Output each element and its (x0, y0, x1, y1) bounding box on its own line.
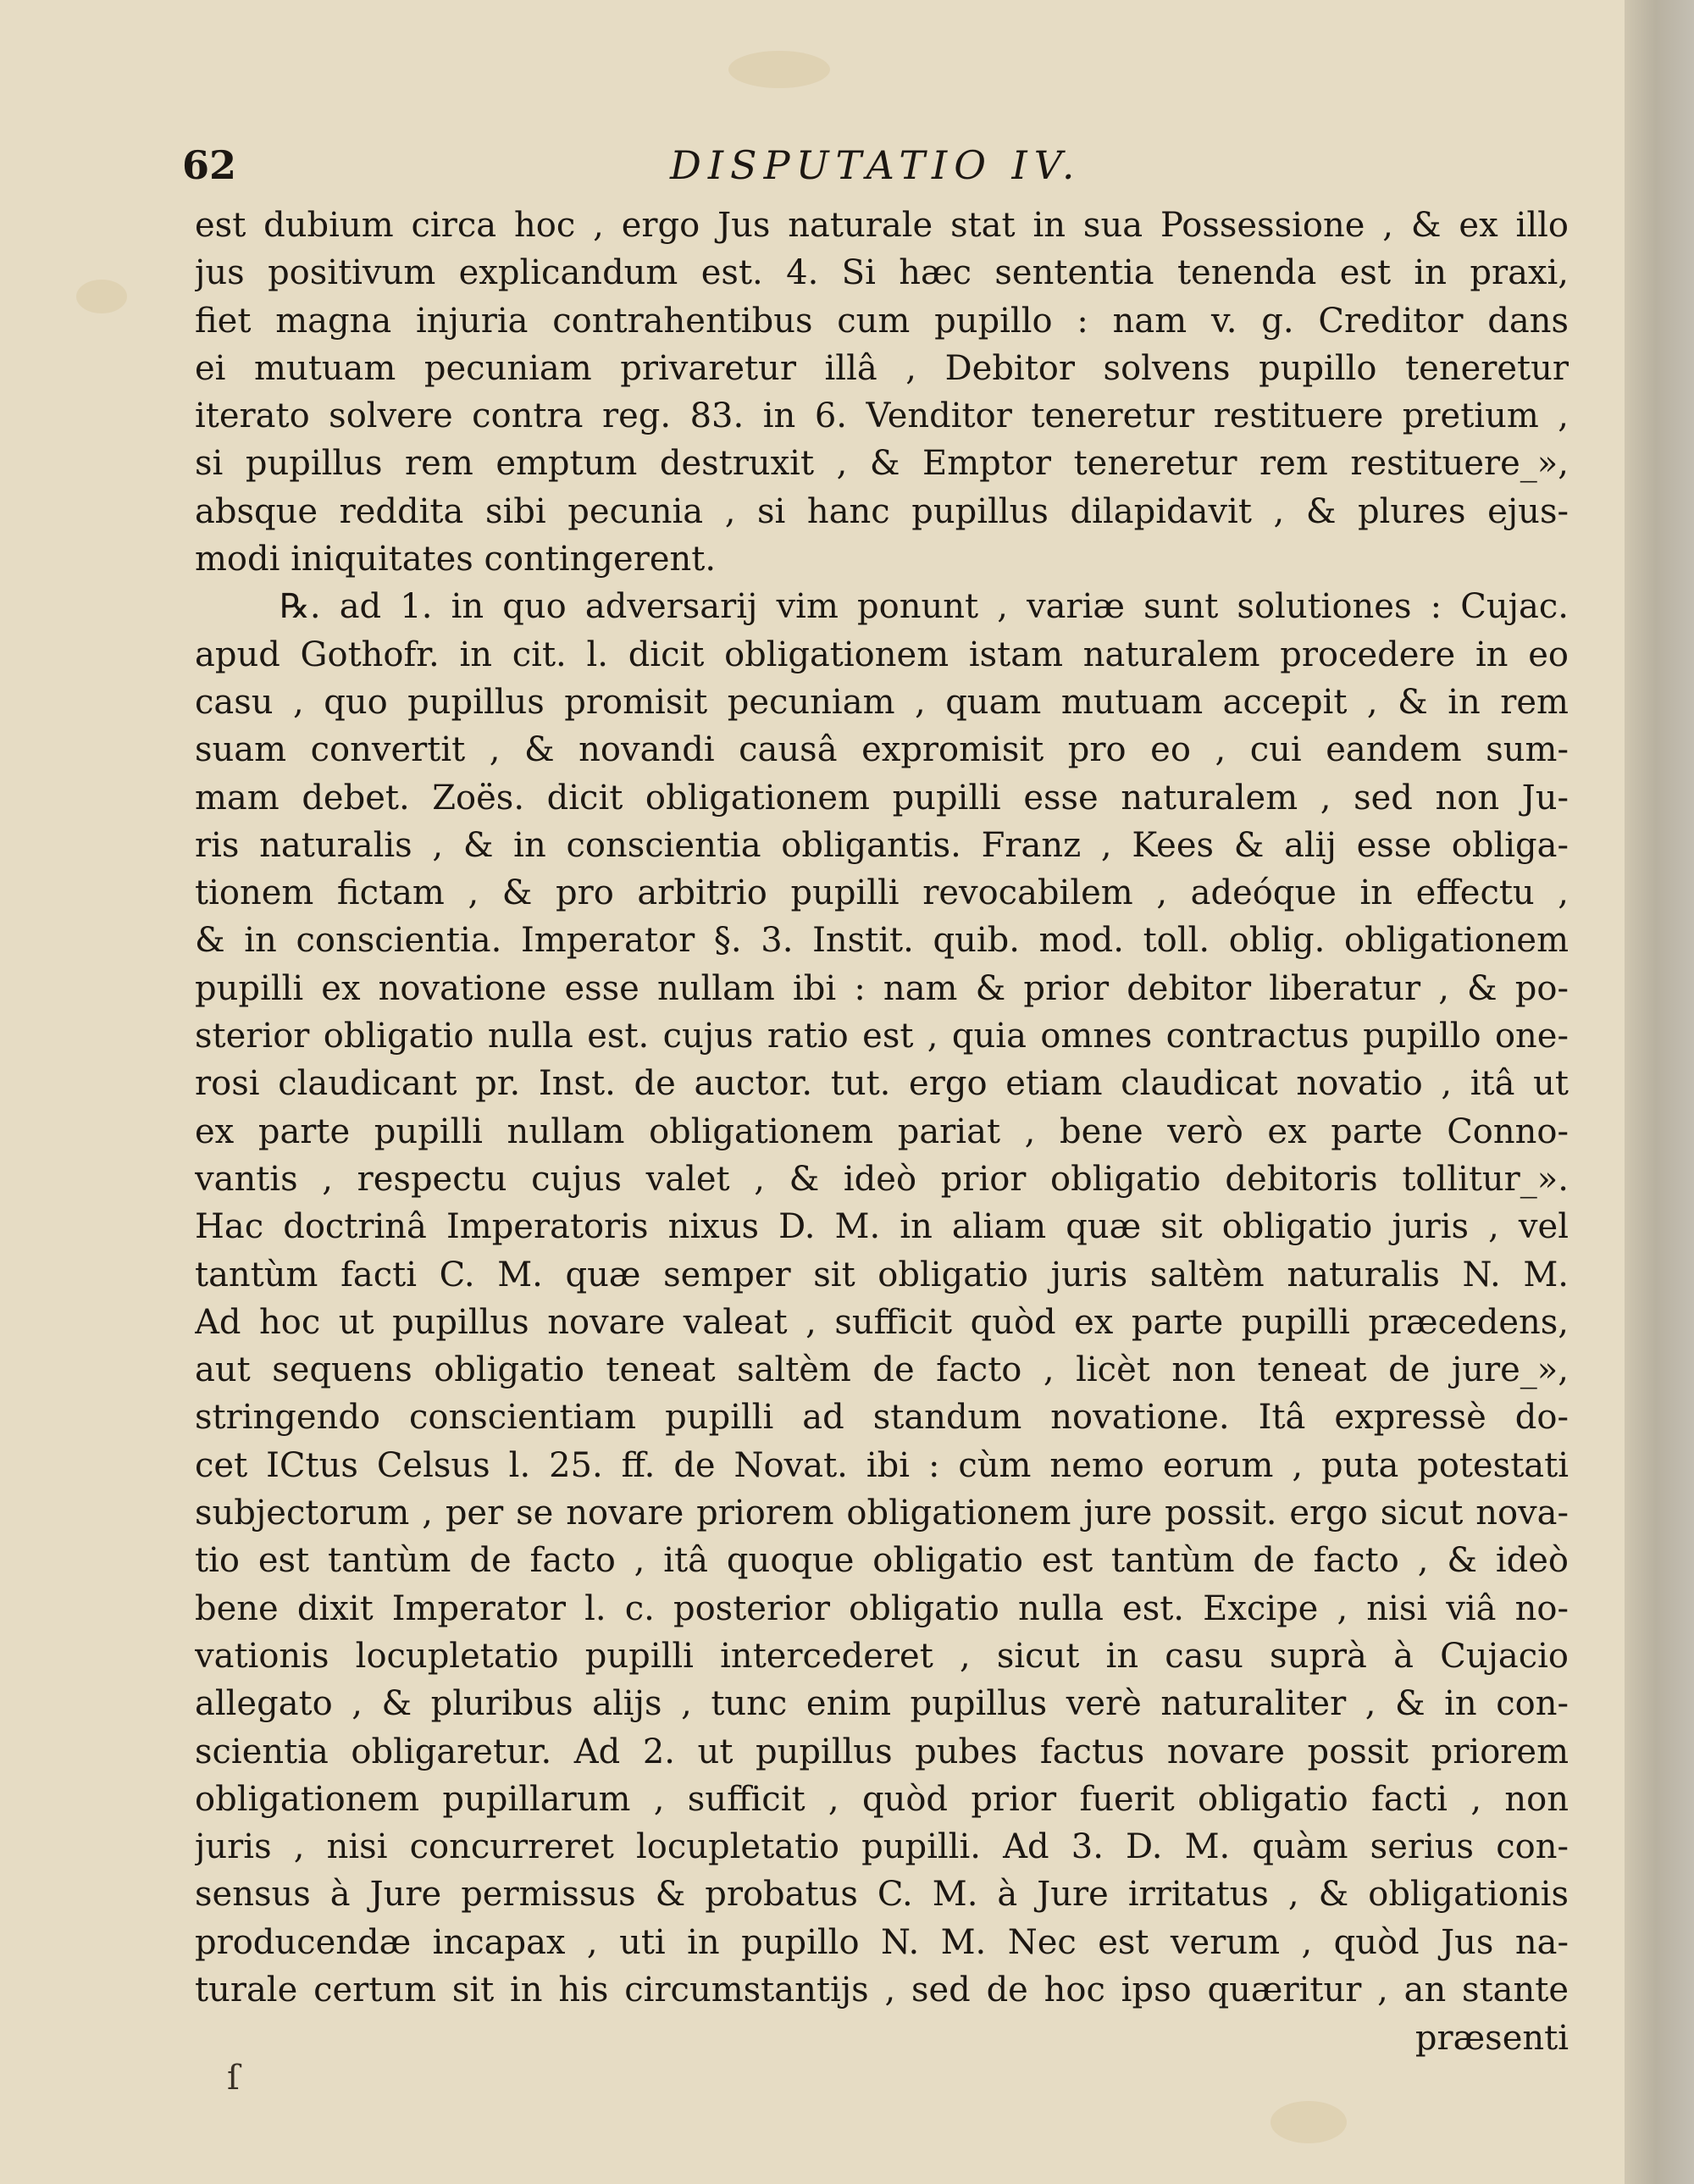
text-line: est dubium circa hoc , ergo Jus naturale stat in sua Possessione , & ex illo (195, 206, 1569, 245)
text-line: ei mutuam pecuniam privaretur illâ , Debitor solvens pupillo teneretur (195, 348, 1569, 388)
text-line: scientia obligaretur. Ad 2. ut pupillus pubes factus novare possit priorem (195, 1732, 1569, 1771)
text-line: stringendo conscientiam pupilli ad standum novatione. Itâ expressè do- (195, 1398, 1569, 1438)
text-line: absque reddita sibi pecunia , si hanc pupillus dilapidavit , & plures ejus- (195, 491, 1569, 531)
page-number: 62 (182, 142, 237, 188)
text-line: sterior obligatio nulla est. cujus ratio est , quia omnes contractus pupillo one- (195, 1017, 1569, 1056)
text-line: sensus à Jure permissus & probatus C. M. à Jure irritatus , & obligationis (195, 1875, 1569, 1915)
text-line: suam convertit , & novandi causâ expromisit pro eo , cui eandem sum- (195, 730, 1569, 770)
page-header (182, 142, 1571, 203)
text-line: fiet magna injuria contrahentibus cum pupillo : nam v. g. Creditor dans (195, 301, 1569, 341)
text-line: jus positivum explicandum est. 4. Si hæc sententia tenenda est in praxi, (195, 253, 1569, 293)
text-line: Hac doctrinâ Imperatoris nixus D. M. in aliam quæ sit obligatio juris , vel (195, 1207, 1569, 1247)
text-line: juris , nisi concurreret locupletatio pupilli. Ad 3. D. M. quàm serius con- (195, 1827, 1569, 1867)
text-line: aut sequens obligatio teneat saltèm de facto , licèt non teneat de jure_», (195, 1350, 1569, 1390)
text-line: casu , quo pupillus promisit pecuniam , quam mutuam accepit , & in rem (195, 682, 1569, 722)
catchword: præsenti (1414, 2019, 1569, 2058)
text-line: producendæ incapax , uti in pupillo N. M. Nec est verum , quòd Jus na- (195, 1922, 1569, 1962)
paper-stain (728, 51, 830, 88)
text-line: modi iniquitates contingerent. (195, 540, 717, 579)
text-line: si pupillus rem emptum destruxit , & Emptor teneretur rem restituere_», (195, 444, 1569, 484)
text-line: ris naturalis , & in conscientia obligantis. Franz , Kees & alij esse obliga- (195, 825, 1569, 865)
text-line: mam debet. Zoës. dicit obligationem pupilli esse naturalem , sed non Ju- (195, 778, 1569, 818)
running-title: DISPUTATIO IV. (670, 142, 1082, 188)
text-line: Ad hoc ut pupillus novare valeat , sufficit quòd ex parte pupilli præcedens, (195, 1302, 1569, 1342)
text-line: tionem fictam , & pro arbitrio pupilli revocabilem , adeóque in effectu , (195, 873, 1569, 913)
text-line: rosi claudicant pr. Inst. de auctor. tut. ergo etiam claudicat novatio , itâ ut (195, 1064, 1569, 1104)
body-text (195, 202, 1569, 2014)
text-line: vantis , respectu cujus valet , & ideò prior obligatio debitoris tollitur_». (195, 1159, 1569, 1199)
text-line: & in conscientia. Imperator §. 3. Instit. quib. mod. toll. oblig. obligationem (195, 921, 1569, 961)
text-line: obligationem pupillarum , sufficit , quòd prior fuerit obligatio facti , non (195, 1779, 1569, 1819)
text-line: allegato , & pluribus alijs , tunc enim pupillus verè naturaliter , & in con- (195, 1684, 1569, 1724)
stray-ink-mark: ſ (227, 2059, 240, 2098)
text-line: subjectorum , per se novare priorem obligationem jure possit. ergo sicut nova- (195, 1494, 1569, 1533)
text-line: tantùm facti C. M. quæ semper sit obligatio juris saltèm naturalis N. M. (195, 1255, 1569, 1294)
text-line: iterato solvere contra reg. 83. in 6. Venditor teneretur restituere pretium , (195, 396, 1569, 436)
text-line: tio est tantùm de facto , itâ quoque obligatio est tantùm de facto , & ideò (195, 1541, 1569, 1581)
text-line: turale certum sit in his circumstantijs , sed de hoc ipso quæritur , an stante (195, 1970, 1569, 2009)
text-line: cet ICtus Celsus l. 25. ff. de Novat. ibi : cùm nemo eorum , puta potestati (195, 1445, 1569, 1485)
text-line: bene dixit Imperator l. c. posterior obligatio nulla est. Excipe , nisi viâ no- (195, 1588, 1569, 1628)
text-line: pupilli ex novatione esse nullam ibi : nam & prior debitor liberatur , & po- (195, 968, 1569, 1008)
text-line: ex parte pupilli nullam obligationem pariat , bene verò ex parte Conno- (195, 1111, 1569, 1151)
paragraph-start-line: ℞. ad 1. in quo adversarij vim ponunt , variæ sunt solutiones : Cujac. (280, 587, 1569, 627)
text-line: vationis locupletatio pupilli intercederet , sicut in casu suprà à Cujacio (195, 1636, 1569, 1676)
text-line: apud Gothofr. in cit. l. dicit obligationem istam naturalem procedere in eo (195, 635, 1569, 674)
paper-stain (76, 280, 127, 313)
paper-stain (1270, 2101, 1347, 2143)
page-edge-shadow (1625, 0, 1694, 2184)
